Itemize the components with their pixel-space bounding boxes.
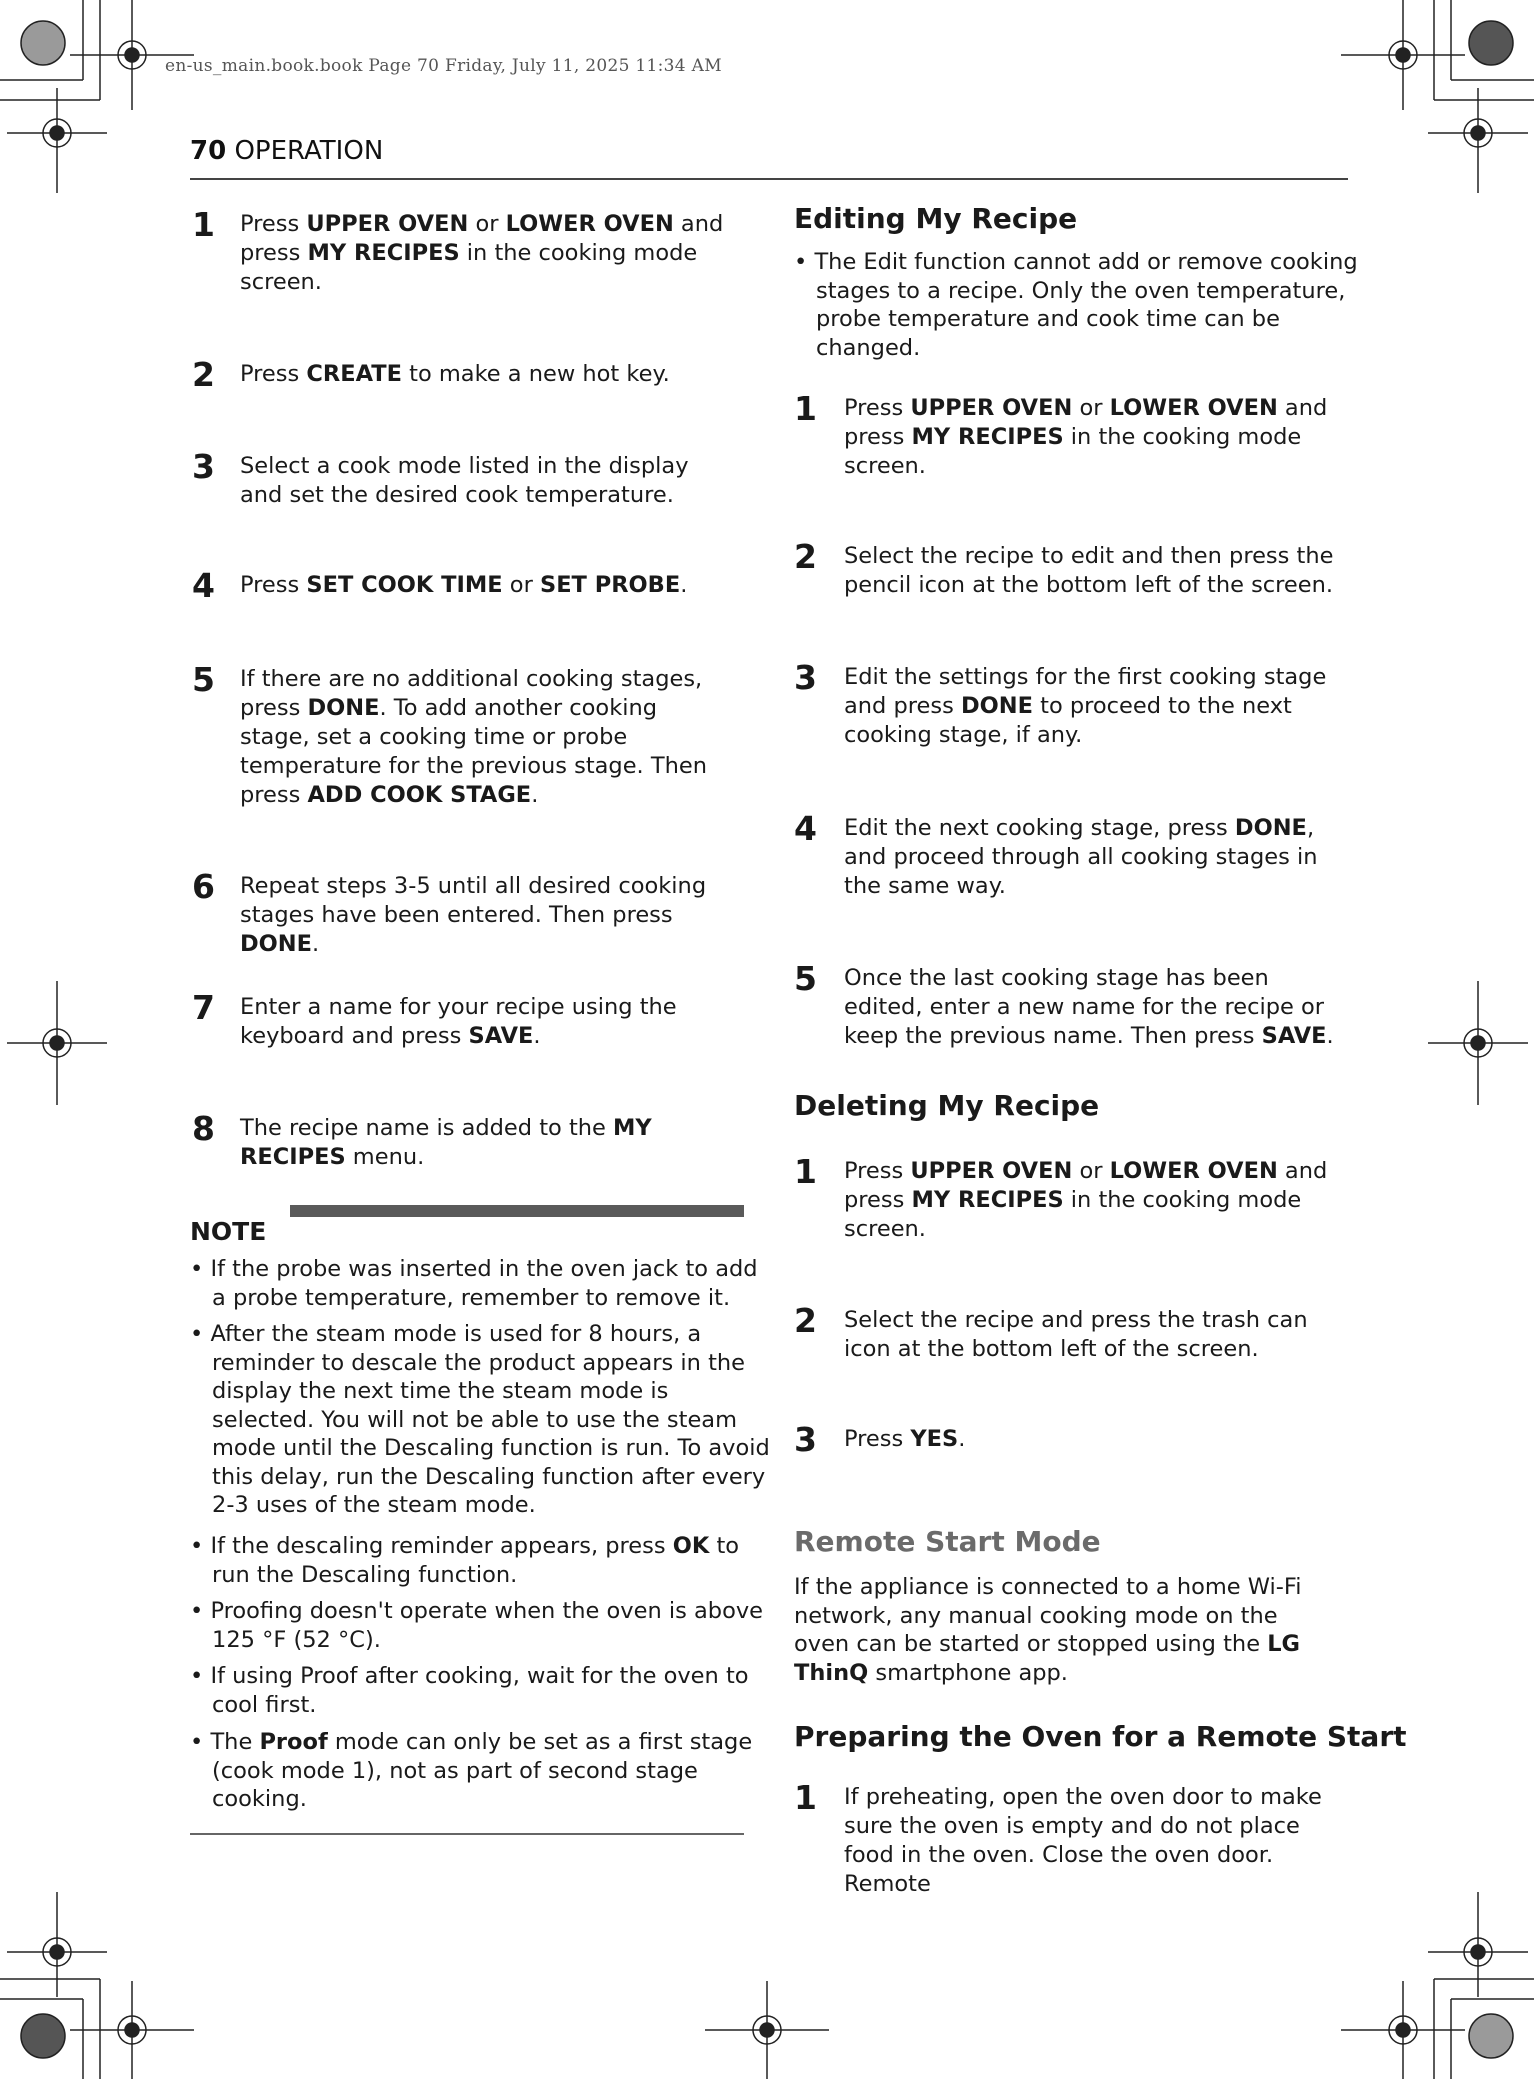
page-heading: [190, 136, 383, 166]
page-number: 70: [190, 136, 227, 166]
step-text: Press YES.: [844, 1426, 966, 1452]
deleting-title: Deleting My Recipe: [794, 1089, 1100, 1122]
page-section: OPERATION: [234, 136, 384, 166]
step-text: Edit the settings for the first cooking stage and press DONE to proceed to the next cooking stage, if any.: [844, 664, 1327, 748]
step-number: 2: [192, 355, 215, 394]
editing-intro: • The Edit function cannot add or remove cooking stages to a recipe. Only the oven temperature, probe temperature and cook time can be changed.: [794, 249, 1358, 361]
step-text: Press UPPER OVEN or LOWER OVEN and press MY RECIPES in the cooking mode screen.: [844, 395, 1328, 479]
step-number: 3: [192, 447, 215, 486]
heading-rule: [190, 178, 1348, 180]
step-text: Once the last cooking stage has been edited, enter a new name for the recipe or keep the previous name. Then press SAVE.: [844, 965, 1334, 1049]
step-text: Select the recipe and press the trash can icon at the bottom left of the screen.: [844, 1307, 1308, 1362]
note-bullet: • If the descaling reminder appears, press OK to run the Descaling function.: [190, 1533, 740, 1588]
file-header: en-us_main.book.book Page 70 Friday, July 11, 2025 11:34 AM: [165, 56, 722, 76]
step-number: 7: [192, 988, 215, 1027]
note-bullet: • If using Proof after cooking, wait for the oven to cool first.: [190, 1663, 749, 1718]
step-text: Enter a name for your recipe using the keyboard and press SAVE.: [240, 994, 677, 1049]
step-number: 8: [192, 1109, 215, 1148]
step-text: Select the recipe to edit and then press the pencil icon at the bottom left of the screen.: [844, 543, 1334, 598]
step-text: Edit the next cooking stage, press DONE, and proceed through all cooking stages in the same way.: [844, 815, 1318, 899]
editing-title: Editing My Recipe: [794, 202, 1078, 235]
step-text: The recipe name is added to the MY RECIPES menu.: [240, 1115, 652, 1170]
step-text: Press CREATE to make a new hot key.: [240, 361, 670, 387]
note-bullet: • Proofing doesn't operate when the oven is above 125 °F (52 °C).: [190, 1598, 763, 1653]
step-number: 3: [794, 1420, 817, 1459]
step-text: Press UPPER OVEN or LOWER OVEN and press MY RECIPES in the cooking mode screen.: [240, 211, 724, 295]
step-number: 5: [192, 660, 215, 699]
step-number: 5: [794, 959, 817, 998]
step-number: 2: [794, 1301, 817, 1340]
step-number: 1: [794, 1152, 817, 1191]
note-bullet: • The Proof mode can only be set as a first stage (cook mode 1), not as part of second stage cooking.: [190, 1729, 753, 1812]
preparing-title: Preparing the Oven for a Remote Start: [794, 1720, 1407, 1753]
step-number: 6: [192, 867, 215, 906]
step-text: Press SET COOK TIME or SET PROBE.: [240, 572, 688, 598]
step-text: If there are no additional cooking stages, press DONE. To add another cooking stage, set a cooking time or probe temperature for the previous stage. Then press ADD COOK STAGE.: [240, 666, 707, 808]
note-title: NOTE: [190, 1217, 267, 1246]
step-number: 4: [192, 566, 215, 605]
step-number: 1: [794, 1778, 817, 1817]
note-bar: [290, 1205, 744, 1217]
step-text: Select a cook mode listed in the display and set the desired cook temperature.: [240, 453, 689, 508]
step-text: Repeat steps 3-5 until all desired cooking stages have been entered. Then press DONE.: [240, 873, 707, 957]
step-text: Press UPPER OVEN or LOWER OVEN and press MY RECIPES in the cooking mode screen.: [844, 1158, 1328, 1242]
step-number: 4: [794, 809, 817, 848]
note-bullet: • After the steam mode is used for 8 hours, a reminder to descale the product appears in the display the next time the steam mode is selected. You will not be able to use the steam mode until the Descaling function is run. To avoid this delay, run the Descaling function after every 2-3 uses of the steam mode.: [190, 1321, 770, 1518]
step-number: 1: [794, 389, 817, 428]
note-bottom-rule: [190, 1833, 744, 1835]
remote-title: Remote Start Mode: [794, 1525, 1101, 1558]
note-bullet: • If the probe was inserted in the oven jack to add a probe temperature, remember to remove it.: [190, 1256, 758, 1311]
step-number: 2: [794, 537, 817, 576]
step-number: 3: [794, 658, 817, 697]
remote-paragraph: If the appliance is connected to a home Wi-Fi network, any manual cooking mode on the oven can be started or stopped using the LG ThinQ smartphone app.: [794, 1574, 1302, 1686]
step-number: 1: [192, 205, 215, 244]
step-text: If preheating, open the oven door to make sure the oven is empty and do not place food in the oven. Close the oven door. Remote: [844, 1784, 1322, 1897]
